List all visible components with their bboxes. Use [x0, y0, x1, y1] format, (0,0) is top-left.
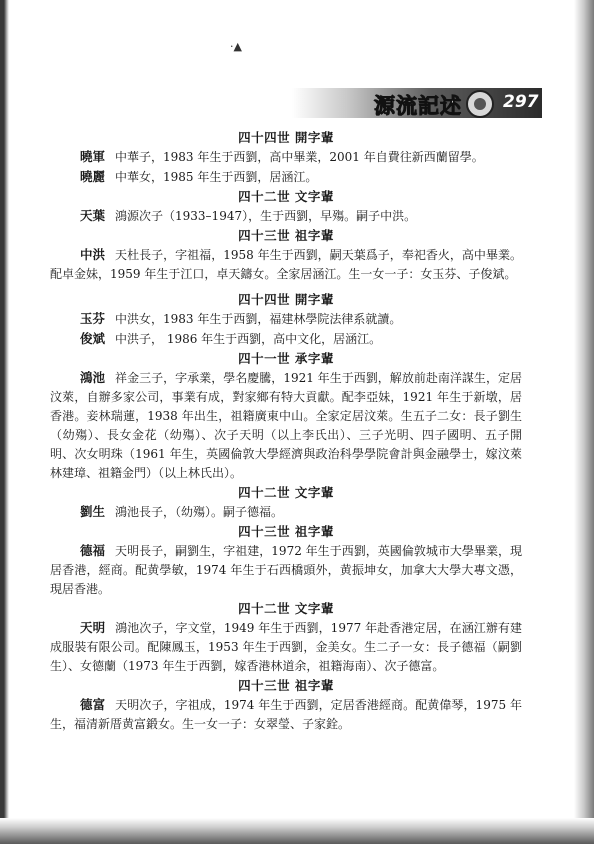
entry-text: 天杜長子，字祖福，1958 年生于西劉，嗣天葉爲子，奉祀香火，高中畢業。配卓金妹，1959 年生于江口，卓天鑄女。全家居涵江。生一女一子：女玉芬、子俊斌。: [50, 248, 522, 281]
page-content: [50, 128, 522, 734]
person-name: 曉麗: [80, 169, 106, 184]
genealogy-entry: [50, 167, 522, 187]
entry-text: 祥金三子，字承業，學名慶騰，1921 年生于西劉，解放前赴南洋謀生，定居汶萊，自辦多家公司，事業有成，對家鄉有特大貢獻。配李亞妹，1921 年生于新墩，居香港。妾林瑞蓮，1938 年出生，祖籍廣東中山。全家定居汶萊。生五子二女：長子劉生（幼殤）、長女金花（幼殤）、次子天明（以上李氏出）、三子光明、四子國明、五子開明、次女明珠（1961 年生，英國倫敦大學經濟與政治科學學院會計與金融學士，嫁汶萊林建璋、祖籍金門）（以上林氏出）。: [50, 371, 522, 480]
scan-mark: ·▲: [230, 40, 242, 53]
emblem-icon: [466, 90, 494, 118]
page-right-edge: [574, 0, 594, 844]
generation-heading: 四十三世 祖字輩: [238, 678, 334, 693]
person-name: 天明: [80, 620, 106, 635]
generation-heading: 四十一世 承字輩: [238, 351, 334, 366]
genealogy-entry: [50, 206, 522, 226]
person-name: 曉軍: [80, 149, 106, 164]
generation-heading: 四十二世 文字輩: [238, 601, 334, 616]
genealogy-entry: [50, 502, 522, 522]
genealogy-entry: [50, 618, 522, 676]
generation-heading: 四十三世 祖字輩: [238, 524, 334, 539]
section-title: 源流記述: [374, 93, 462, 118]
person-name: 玉芬: [80, 311, 106, 326]
genealogy-entry: [50, 309, 522, 329]
person-name: 鴻池: [80, 370, 106, 385]
entry-text: 中華子，1983 年生于西劉，高中畢業，2001 年自費往新西蘭留學。: [115, 150, 484, 164]
generation-heading: 四十二世 文字輩: [238, 485, 334, 500]
page-number: 297: [503, 92, 539, 112]
genealogy-entry: [50, 245, 522, 284]
entry-text: 鴻池長子，（幼殤）。嗣子德福。: [115, 505, 284, 519]
person-name: 德富: [80, 697, 106, 712]
generation-heading: 四十三世 祖字輩: [238, 228, 334, 243]
page-bottom-edge: [0, 818, 594, 844]
generation-heading: 四十四世 開字輩: [238, 292, 334, 307]
person-name: 劉生: [80, 504, 106, 519]
entry-text: 中洪女，1983 年生于西劉，福建林學院法律系就讀。: [115, 312, 402, 326]
genealogy-entry: [50, 368, 522, 483]
entry-text: 天明長子，嗣劉生，字祖建，1972 年生于西劉，英國倫敦城市大學畢業，現居香港，經商。配黄學敏，1974 年生于石西橋頭外，黄振坤女，加拿大大學大專文憑，現居香港。: [50, 544, 522, 596]
genealogy-entry: [50, 147, 522, 167]
generation-heading: 四十四世 開字輩: [238, 130, 334, 145]
page-left-edge: [0, 0, 9, 844]
genealogy-entry: [50, 329, 522, 349]
genealogy-entry: [50, 695, 522, 734]
person-name: 中洪: [80, 247, 106, 262]
entry-text: 鴻源次子（1933–1947），生于西劉，早殤。嗣子中洪。: [115, 209, 417, 223]
entry-text: 中華女，1985 年生于西劉，居涵江。: [115, 170, 318, 184]
entry-text: 鴻池次子，字文堂，1949 年生于西劉，1977 年赴香港定居，在涵江辦有建成服裝有限公司。配陳鳳玉，1953 年生于西劉，金美女。生二子一女：長子德福（嗣劉生）、女德蘭（1973 年生于西劉，嫁香港林道余，祖籍海南）、次子德富。: [50, 621, 522, 673]
entry-text: 中洪子， 1986 年生于西劉，高中文化，居涵江。: [115, 332, 382, 346]
person-name: 天葉: [80, 208, 106, 223]
person-name: 德福: [80, 543, 106, 558]
generation-heading: 四十二世 文字輩: [238, 189, 334, 204]
person-name: 俊斌: [80, 331, 106, 346]
entry-text: 天明次子，字祖成，1974 年生于西劉，定居香港經商。配黄偉琴，1975 年生，福清新厝黄富鍛女。生一女一子：女翠瑩、子家銓。: [50, 698, 522, 731]
genealogy-entry: [50, 541, 522, 599]
